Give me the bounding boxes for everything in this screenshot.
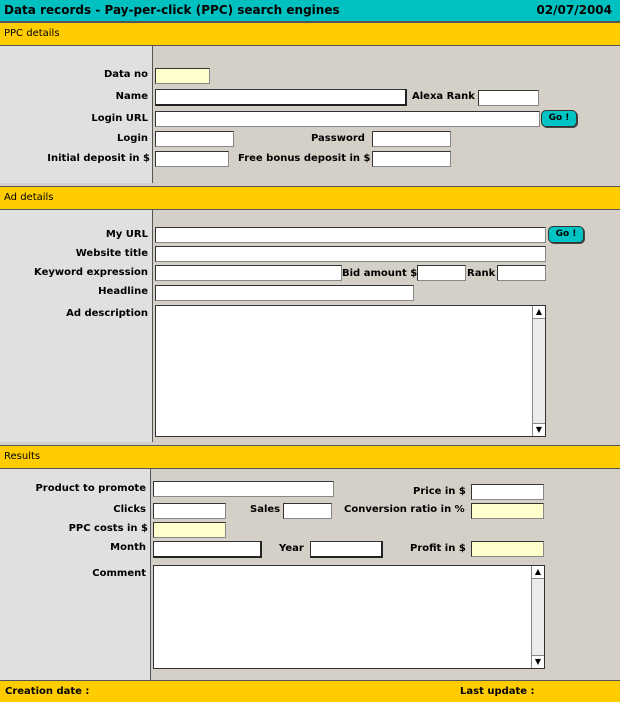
scroll-down-icon[interactable]: ▼ [532, 655, 544, 668]
my-url-go-button[interactable]: Go ! [548, 226, 584, 243]
scrollbar[interactable] [531, 566, 544, 668]
name-label: Name [115, 91, 148, 102]
initial-deposit-field[interactable] [155, 151, 229, 167]
name-field[interactable] [155, 89, 407, 106]
results-panel [0, 469, 620, 680]
ad-description-textarea[interactable] [155, 305, 546, 437]
ppc-costs-label: PPC costs in $ [68, 523, 148, 534]
month-field[interactable] [153, 541, 262, 558]
creation-date-label: Creation date : [5, 686, 90, 697]
free-bonus-label: Free bonus deposit in $ [238, 153, 371, 164]
login-url-field[interactable] [155, 111, 540, 127]
bid-amount-field[interactable] [417, 265, 466, 281]
website-title-label: Website title [75, 248, 148, 259]
price-field[interactable] [471, 484, 544, 500]
section-title: Ad details [4, 192, 54, 203]
title-bar [0, 0, 620, 22]
rank-field[interactable] [497, 265, 546, 281]
clicks-field[interactable] [153, 503, 226, 519]
sales-label: Sales [250, 504, 281, 515]
login-url-go-button[interactable]: Go ! [541, 110, 577, 127]
rank-label: Rank [467, 268, 496, 279]
password-field[interactable] [372, 131, 451, 147]
scroll-up-icon[interactable]: ▲ [533, 306, 545, 319]
scroll-down-icon[interactable]: ▼ [533, 423, 545, 436]
scrollbar[interactable] [532, 306, 545, 436]
scroll-up-icon[interactable]: ▲ [532, 566, 544, 579]
login-label: Login [117, 133, 148, 144]
keyword-field[interactable] [155, 265, 342, 281]
comment-textarea[interactable] [153, 565, 545, 669]
comment-label: Comment [92, 568, 146, 579]
ppc-costs-field[interactable] [153, 522, 226, 538]
section-title: Results [4, 451, 41, 462]
keyword-label: Keyword expression [34, 267, 148, 278]
alexa-rank-field[interactable] [478, 90, 539, 106]
login-url-label: Login URL [91, 113, 148, 124]
initial-deposit-label: Initial deposit in $ [47, 153, 150, 164]
window-date: 02/07/2004 [536, 3, 612, 17]
section-ad-details [0, 186, 620, 210]
conversion-ratio-label: Conversion ratio in % [344, 504, 465, 515]
product-field[interactable] [153, 481, 334, 497]
alexa-rank-label: Alexa Rank [412, 91, 475, 102]
data-no-field[interactable] [155, 68, 210, 84]
ppc-details-panel [0, 46, 620, 183]
website-title-field[interactable] [155, 246, 546, 262]
year-field[interactable] [310, 541, 383, 558]
year-label: Year [279, 543, 304, 554]
sales-field[interactable] [283, 503, 332, 519]
price-label: Price in $ [413, 486, 466, 497]
section-results [0, 445, 620, 469]
free-bonus-field[interactable] [372, 151, 451, 167]
label-column [0, 210, 153, 442]
my-url-field[interactable] [155, 227, 546, 243]
conversion-ratio-field[interactable] [471, 503, 544, 519]
password-label: Password [311, 133, 365, 144]
profit-label: Profit in $ [410, 543, 466, 554]
login-field[interactable] [155, 131, 234, 147]
last-update-label: Last update : [460, 686, 535, 697]
product-label: Product to promote [35, 483, 146, 494]
headline-label: Headline [98, 286, 148, 297]
my-url-label: My URL [105, 229, 148, 240]
bid-amount-label: Bid amount $ [342, 268, 418, 279]
window-title: Data records - Pay-per-click (PPC) search engines [4, 3, 340, 17]
clicks-label: Clicks [113, 504, 146, 515]
ad-details-panel [0, 210, 620, 442]
data-no-label: Data no [103, 69, 148, 80]
profit-field[interactable] [471, 541, 544, 557]
month-label: Month [110, 542, 146, 553]
headline-field[interactable] [155, 285, 414, 301]
footer-bar [0, 680, 620, 702]
section-title: PPC details [4, 28, 60, 39]
ad-description-label: Ad description [66, 308, 148, 319]
section-ppc-details [0, 22, 620, 46]
